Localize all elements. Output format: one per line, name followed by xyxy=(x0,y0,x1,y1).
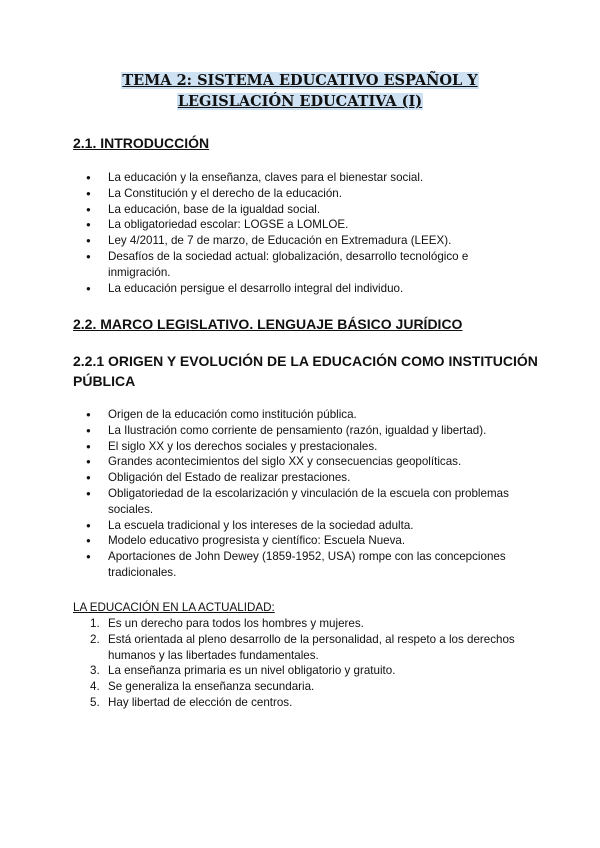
title-line-2: LEGISLACIÓN EDUCATIVA (I) xyxy=(177,93,423,110)
numbered-item xyxy=(86,695,526,711)
origin-bullet-list xyxy=(86,407,526,581)
intro-bullet-list xyxy=(86,170,526,296)
section-heading-2-2: 2.2. MARCO LEGISLATIVO. LENGUAJE BÁSICO JURÍDICO xyxy=(73,316,463,332)
actualidad-heading: LA EDUCACIÓN EN LA ACTUALIDAD: xyxy=(73,601,275,614)
list-item: ● Obligatoriedad de la escolarización y vinculación de la escuela con problemas sociales. xyxy=(86,486,526,518)
list-item: ● La escuela tradicional y los intereses de la sociedad adulta. xyxy=(86,518,526,534)
item-number: 5. xyxy=(90,695,100,709)
item-text: Se generaliza la enseñanza secundaria. xyxy=(108,680,315,694)
list-item: ● La Ilustración como corriente de pensamiento (razón, igualdad y libertad). xyxy=(86,423,526,439)
list-item: ● Aportaciones de John Dewey (1859-1952, USA) rompe con las concepciones tradicionales. xyxy=(86,549,526,581)
document-title xyxy=(0,70,600,112)
numbered-item xyxy=(86,632,526,664)
section-heading-2-2-1: 2.2.1 ORIGEN Y EVOLUCIÓN DE LA EDUCACIÓN COMO INSTITUCIÓN PÚBLICA xyxy=(73,353,538,389)
numbered-item xyxy=(86,679,526,695)
list-item: ● El siglo XX y los derechos sociales y prestacionales. xyxy=(86,439,526,455)
list-item: ● Obligación del Estado de realizar prestaciones. xyxy=(86,470,526,486)
list-item: ● La educación, base de la igualdad social. xyxy=(86,202,526,218)
item-number: 3. xyxy=(90,664,100,678)
item-number: 1. xyxy=(90,617,100,630)
list-item: ● La obligatoriedad escolar: LOGSE a LOMLOE. xyxy=(86,217,526,233)
list-item: ● La educación y la enseñanza, claves para el bienestar social. xyxy=(86,170,526,186)
list-item: ● Desafíos de la sociedad actual: globalización, desarrollo tecnológico e inmigración. xyxy=(86,249,526,281)
item-text: Hay libertad de elección de centros. xyxy=(108,695,293,709)
actualidad-numbered-list xyxy=(86,616,526,711)
item-text: Está orientada al pleno desarrollo de la personalidad, al respeto a los derechos humanos y las libertades fundamentales. xyxy=(108,632,515,662)
item-text: Es un derecho para todos los hombres y mujeres. xyxy=(108,617,364,630)
list-item: ● La educación persigue el desarrollo integral del individuo. xyxy=(86,281,526,297)
list-item: ● Ley 4/2011, de 7 de marzo, de Educación en Extremadura (LEEX). xyxy=(86,233,526,249)
numbered-item xyxy=(86,663,526,679)
title-line-1: TEMA 2: SISTEMA EDUCATIVO ESPAÑOL Y xyxy=(122,72,478,89)
list-item: ● Modelo educativo progresista y científico: Escuela Nueva. xyxy=(86,533,526,549)
list-item: ● Origen de la educación como institución pública. xyxy=(86,407,526,423)
numbered-item xyxy=(86,616,526,632)
item-text: La enseñanza primaria es un nivel obligatorio y gratuito. xyxy=(108,664,396,678)
list-item: ● La Constitución y el derecho de la educación. xyxy=(86,186,526,202)
list-item: ● Grandes acontecimientos del siglo XX y consecuencias geopolíticas. xyxy=(86,454,526,470)
item-number: 2. xyxy=(90,632,100,646)
item-number: 4. xyxy=(90,680,100,694)
section-heading-2-1: 2.1. INTRODUCCIÓN xyxy=(73,135,210,151)
